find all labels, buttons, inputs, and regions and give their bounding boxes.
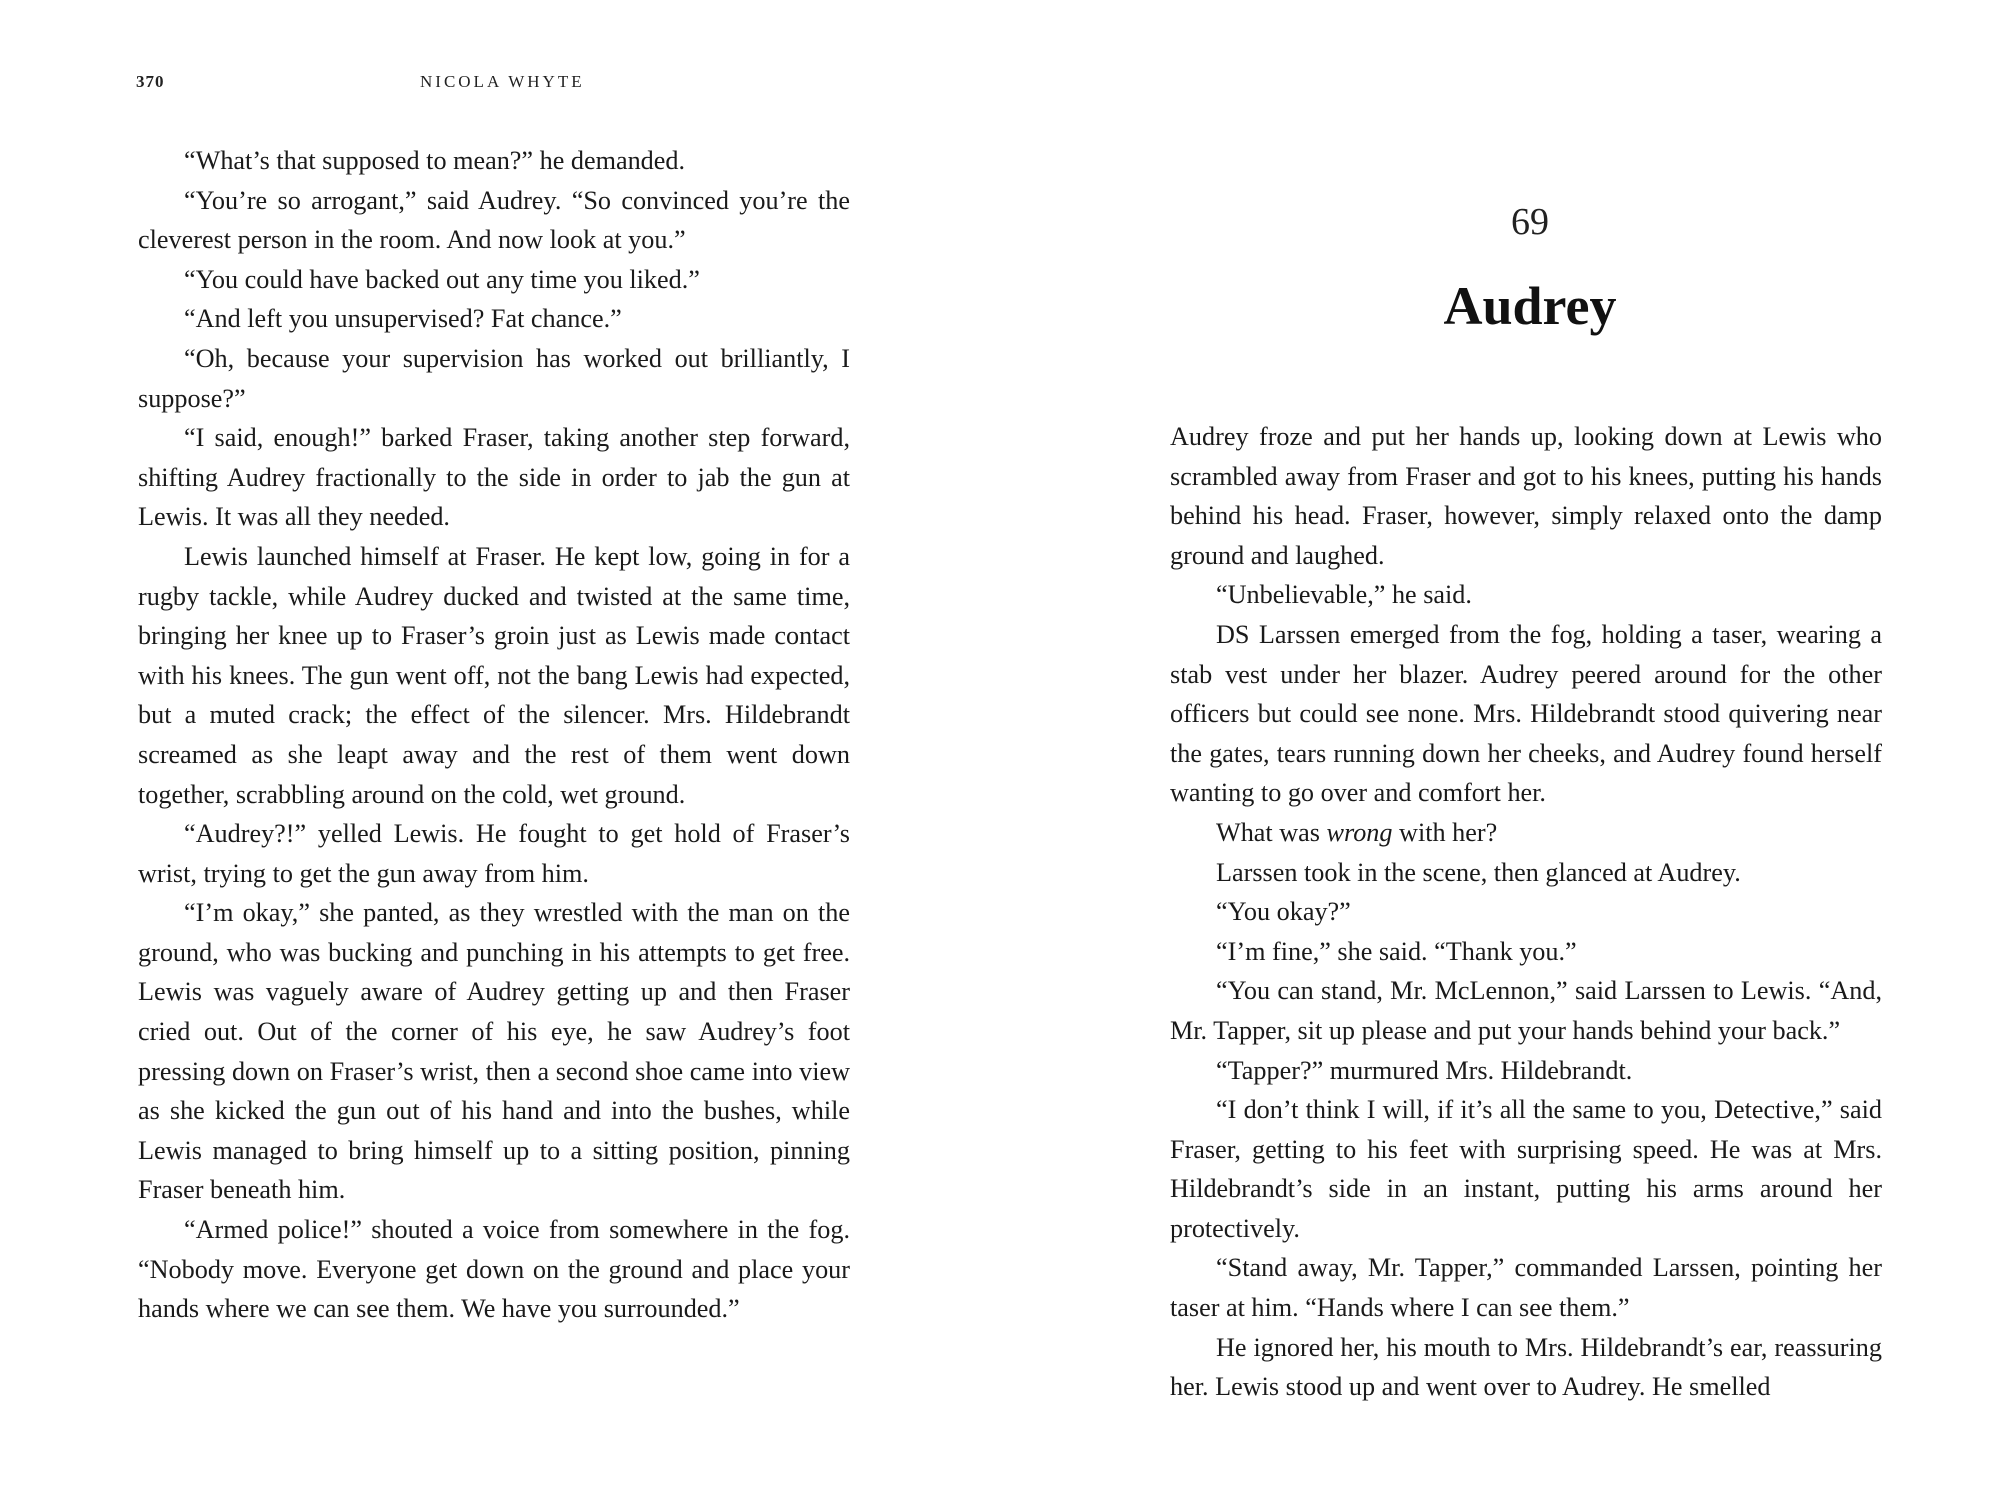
paragraph: “Audrey?!” yelled Lewis. He fought to get hold of Fraser’s wrist, trying to get the gun away from him.	[138, 819, 850, 888]
paragraph: “You can stand, Mr. McLennon,” said Larssen to Lewis. “And, Mr. Tapper, sit up please and put your hands behind your back.”	[1170, 976, 1882, 1045]
paragraph: “I’m okay,” she panted, as they wrestled with the man on the ground, who was bucking and punching in his attempts to get free. Lewis was vaguely aware of Audrey getting up and then Fraser cried out. Out of the corner of his eye, he saw Audrey’s foot pressing down on Fraser’s wrist, then a second shoe came into view as she kicked the gun out of his hand and into the bushes, while Lewis managed to bring himself up to a sitting position, pinning Fraser beneath him.	[138, 898, 850, 1205]
running-head-author: NICOLA WHYTE	[420, 72, 585, 91]
paragraph: “You’re so arrogant,” said Audrey. “So convinced you’re the cleverest person in the room. And now look at you.”	[138, 185, 850, 255]
left-body-text	[138, 141, 850, 1329]
paragraph: “I don’t think I will, if it’s all the same to you, Detective,” said Fraser, getting to his feet with surprising speed. He was at Mrs. Hildebrandt’s side in an instant, putting his arms around her protectively.	[1170, 1095, 1882, 1243]
paragraph: “I said, enough!” barked Fraser, taking another step forward, shifting Audrey fractionally to the side in order to jab the gun at Lewis. It was all they needed.	[138, 423, 850, 532]
paragraph: “Armed police!” shouted a voice from somewhere in the fog. “Nobody move. Everyone get down on the ground and place your hands where we can see them. We have you surrounded.”	[138, 1215, 850, 1324]
paragraph: “Oh, because your supervision has worked out brilliantly, I suppose?”	[138, 343, 850, 413]
opening-paragraph: Audrey froze and put her hands up, looking down at Lewis who scrambled away from Fraser and got to his knees, putting his hands behind his head. Fraser, however, simply relaxed onto the damp ground and laughed.	[1170, 422, 1882, 570]
paragraph: “You could have backed out any time you liked.”	[184, 264, 700, 294]
chapter-number: 69	[1511, 201, 1549, 243]
paragraph: He ignored her, his mouth to Mrs. Hildebrandt’s ear, reassuring her. Lewis stood up and went over to Audrey. He smelled	[1170, 1332, 1882, 1402]
paragraph: “I’m fine,” she said. “Thank you.”	[1216, 936, 1577, 966]
paragraph: “Tapper?” murmured Mrs. Hildebrandt.	[1216, 1055, 1633, 1085]
paragraph: Larssen took in the scene, then glanced at Audrey.	[1216, 857, 1741, 887]
text-run: What was	[1216, 817, 1327, 847]
paragraph: DS Larssen emerged from the fog, holding a taser, wearing a stab vest under her blazer. Audrey peered around for the other officers but could see none. Mrs. Hildebrandt stood quivering near the gates, tears running down her cheeks, and Audrey found herself wanting to go over and comfort her.	[1170, 619, 1882, 808]
paragraph: “What’s that supposed to mean?” he demanded.	[184, 146, 686, 175]
paragraph: Lewis launched himself at Fraser. He kept low, going in for a rugby tackle, while Audrey ducked and twisted at the same time, bringing her knee up to Fraser’s groin just as Lewis made contact with his knees. The gun went off, not the bang Lewis had expected, but a muted crack; the effect of the silencer. Mrs. Hildebrandt screamed as she leapt away and the rest of them went down together, scrabbling around on the cold, wet ground.	[138, 541, 850, 809]
paragraph: “Unbelievable,” he said.	[1216, 580, 1472, 610]
chapter-title: Audrey	[1443, 276, 1617, 336]
right-body-text	[1170, 417, 1882, 1407]
emphasis-text: wrong	[1326, 817, 1393, 847]
paragraph: “You okay?”	[1216, 897, 1351, 927]
paragraph: “Stand away, Mr. Tapper,” commanded Larssen, pointing her taser at him. “Hands where I can see them.”	[1170, 1253, 1882, 1323]
page-number: 370	[136, 72, 165, 91]
paragraph: “And left you unsupervised? Fat chance.”	[184, 304, 622, 334]
text-run: with her?	[1392, 817, 1498, 847]
italic-thought-paragraph	[1170, 813, 1882, 853]
